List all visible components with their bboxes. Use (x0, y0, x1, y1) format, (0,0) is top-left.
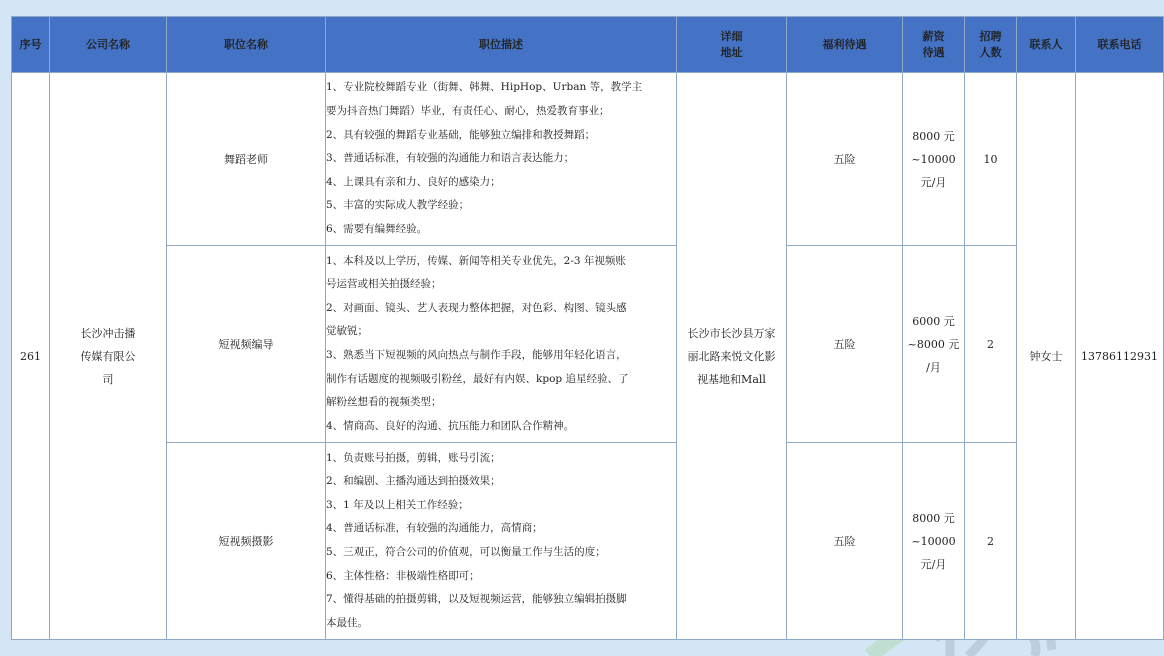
contact-phone: 13786112931 (1076, 73, 1164, 640)
job-headcount: 2 (965, 443, 1017, 640)
table-header-row (12, 17, 1164, 73)
job-salary: 6000 元 ~8000 元 /月 (903, 246, 965, 443)
header-benefits: 福利待遇 (787, 17, 903, 73)
header-description: 职位描述 (326, 17, 677, 73)
job-address: 长沙市长沙县万家 丽北路来悦文化影 视基地和Mall (677, 73, 787, 640)
header-phone: 联系电话 (1076, 17, 1164, 73)
job-description: 1、负责账号拍摄，剪辑，账号引流； 2、和编剧、主播沟通达到拍摄效果； 3、1 年及以上相关工作经验； 4、普通话标准，有较强的沟通能力，高情商； 5、三观正，符合公司的价值观，可以衡量工作与生活的度； 6、主体性格：非极端性格即可； 7、懂得基础的拍摄剪辑，以及短视频运营，能够独立编辑拍摄脚 本最佳。 (326, 443, 677, 640)
header-headcount: 招聘 人数 (965, 17, 1017, 73)
job-description: 1、本科及以上学历，传媒、新闻等相关专业优先，2-3 年视频账 号运营或相关拍摄经验； 2、对画面、镜头、艺人表现力整体把握，对色彩、构图、镜头感 觉敏锐； 3、熟悉当下短视频的风向热点与制作手段，能够用年轻化语言， 制作有话题度的视频吸引粉丝，最好有内娱、kpop 追星经验、了 解粉丝想看的视频类型； 4、情商高、良好的沟通、抗压能力和团队合作精神。 (326, 246, 677, 443)
header-position: 职位名称 (167, 17, 326, 73)
job-title: 短视频编导 (167, 246, 326, 443)
job-headcount: 10 (965, 73, 1017, 246)
job-benefits: 五险 (787, 443, 903, 640)
job-salary: 8000 元 ~10000 元/月 (903, 73, 965, 246)
job-benefits: 五险 (787, 73, 903, 246)
company-name: 长沙冲击播 传媒有限公 司 (50, 73, 167, 640)
table-row (12, 246, 1164, 443)
job-headcount: 2 (965, 246, 1017, 443)
job-description: 1、专业院校舞蹈专业（街舞、韩舞、HipHop、Urban 等，教学主 要为抖音热门舞蹈）毕业，有责任心、耐心，热爱教育事业； 2、具有较强的舞蹈专业基础，能够独立编排和教授舞蹈； 3、普通话标准，有较强的沟通能力和语言表达能力； 4、上课具有亲和力、良好的感染力； 5、丰富的实际成人教学经验； 6、需要有编舞经验。 (326, 73, 677, 246)
header-salary: 薪资 待遇 (903, 17, 965, 73)
header-contact: 联系人 (1017, 17, 1076, 73)
table-row (12, 73, 1164, 246)
job-salary: 8000 元 ~10000 元/月 (903, 443, 965, 640)
job-benefits: 五险 (787, 246, 903, 443)
header-address: 详细 地址 (677, 17, 787, 73)
contact-person: 钟女士 (1017, 73, 1076, 640)
table-row (12, 443, 1164, 640)
job-title: 短视频摄影 (167, 443, 326, 640)
header-company: 公司名称 (50, 17, 167, 73)
job-title: 舞蹈老师 (167, 73, 326, 246)
header-index: 序号 (12, 17, 50, 73)
job-table (11, 16, 1164, 640)
record-index: 261 (12, 73, 50, 640)
